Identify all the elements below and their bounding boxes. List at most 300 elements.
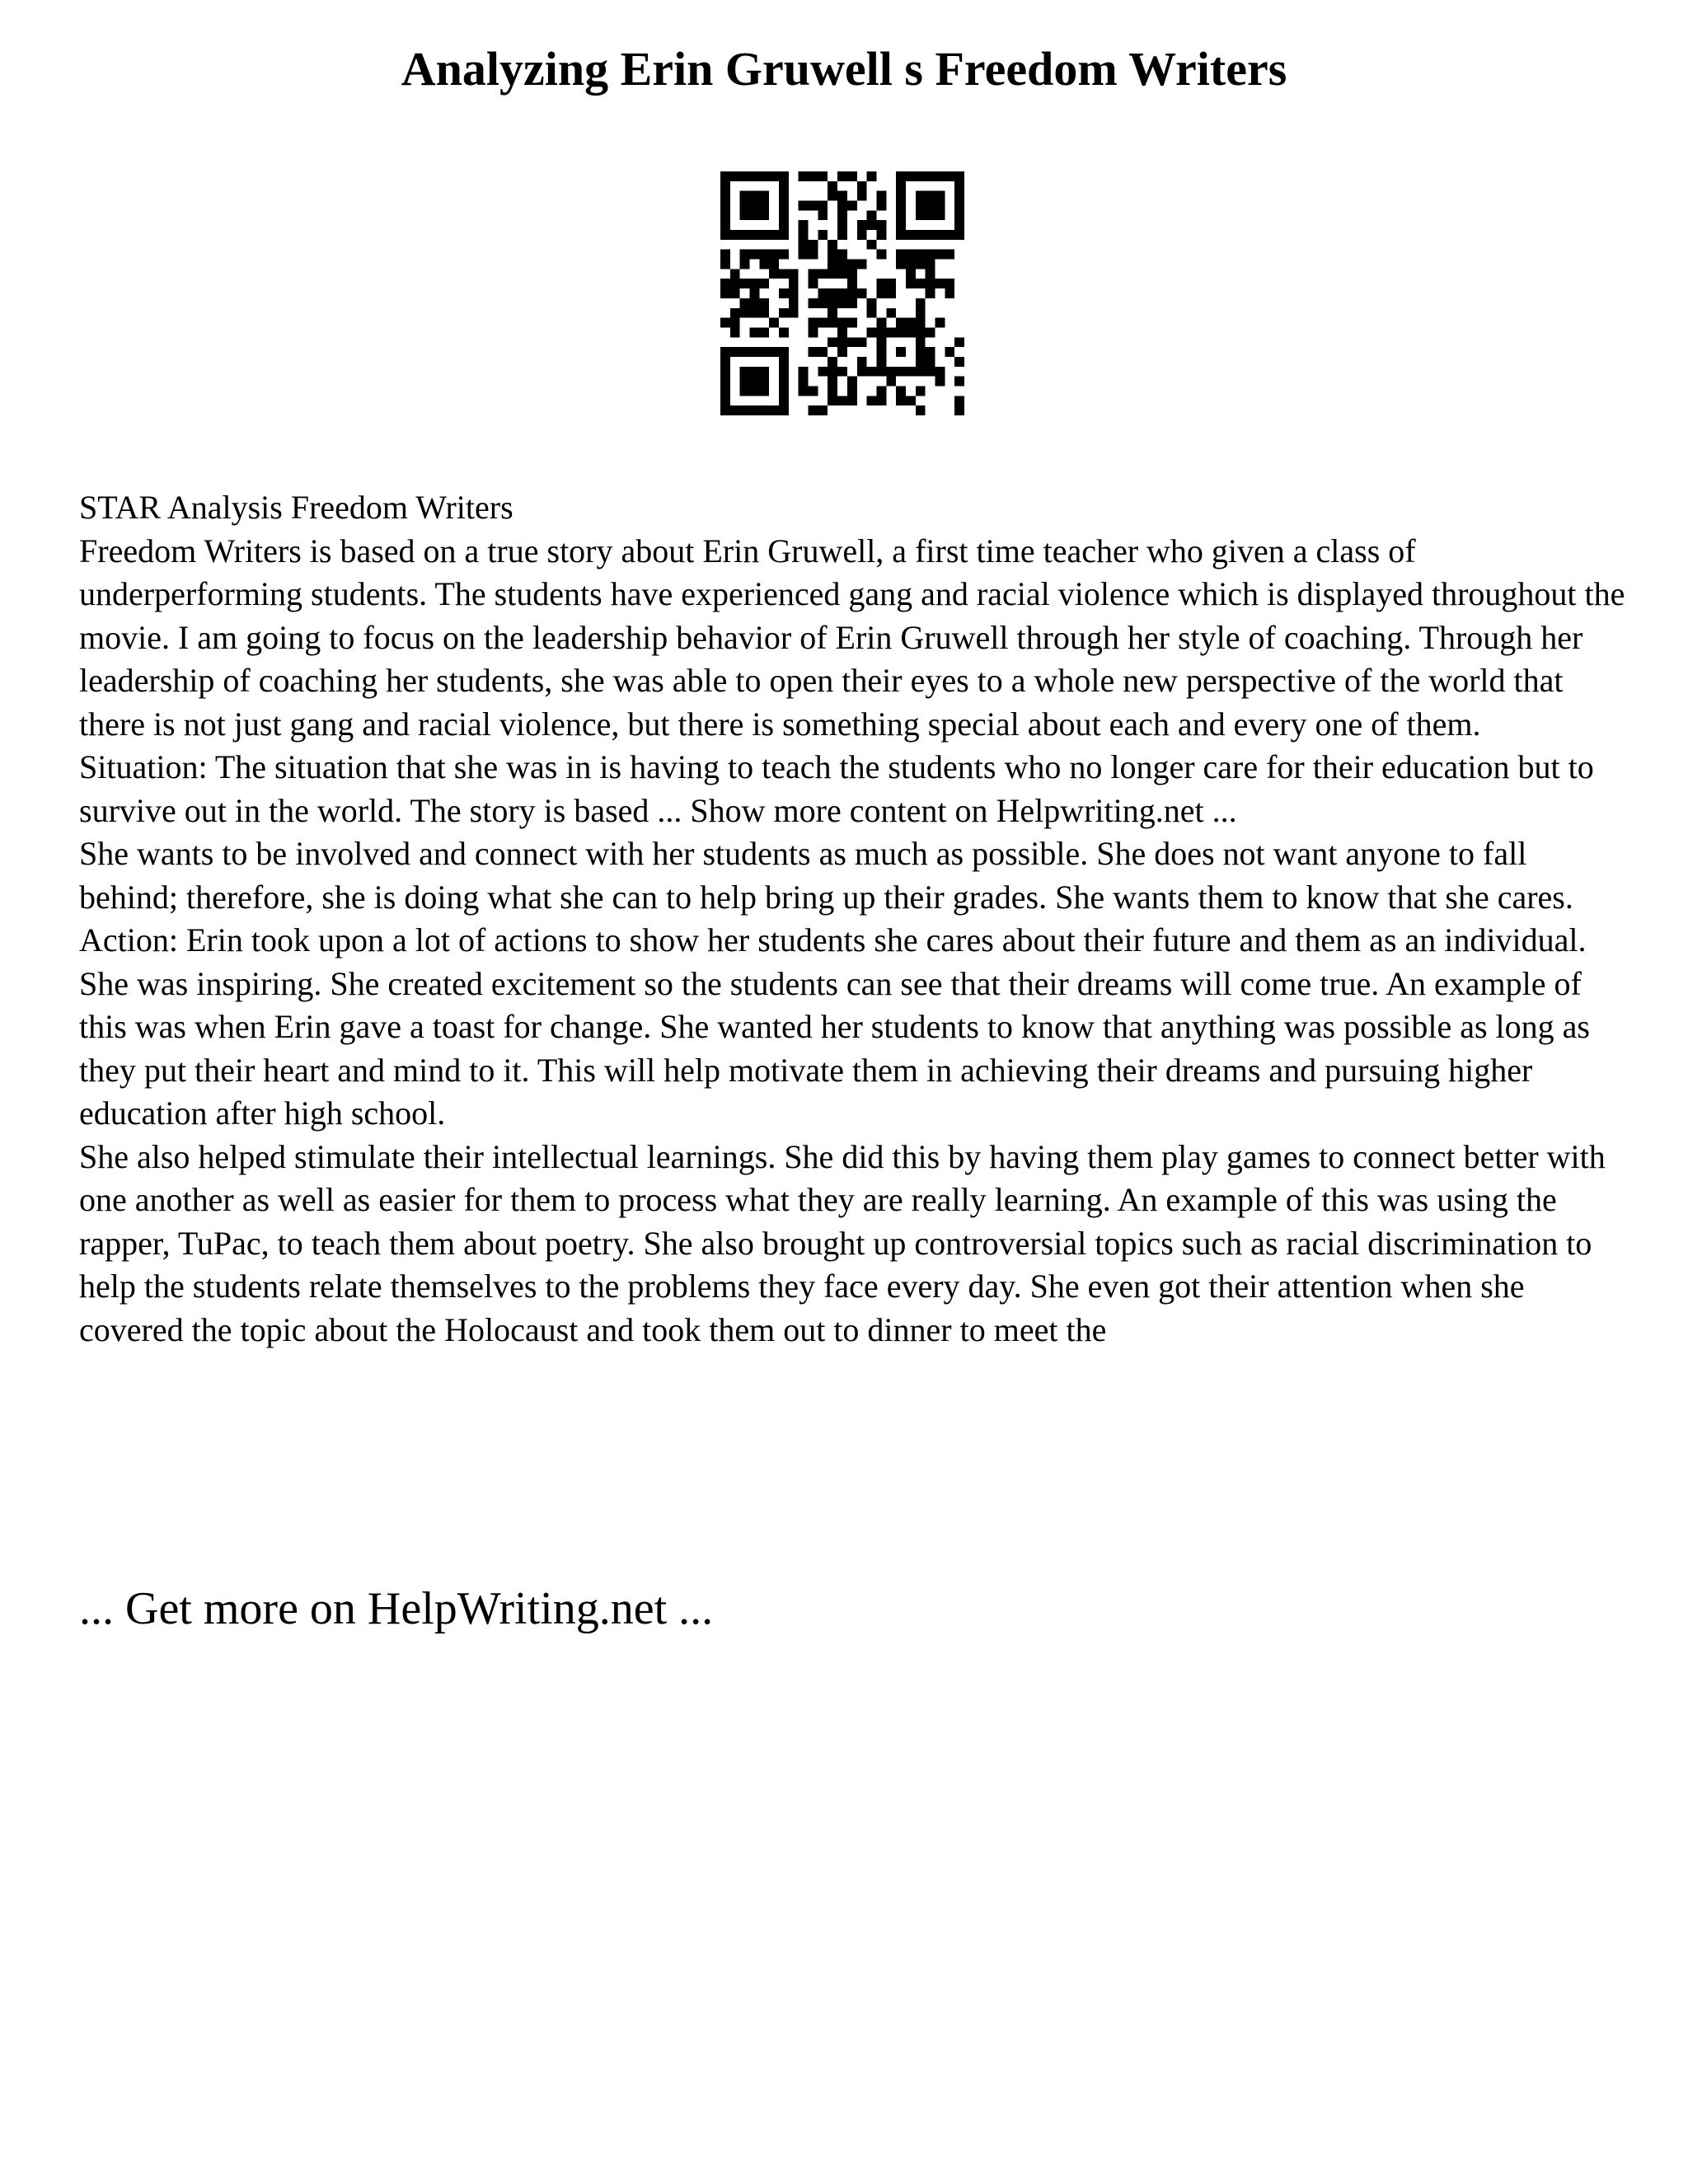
qr-module	[799, 240, 809, 250]
qr-module	[876, 396, 886, 405]
qr-module	[896, 250, 906, 260]
qr-module	[750, 250, 760, 260]
qr-module	[720, 396, 730, 405]
qr-module	[876, 288, 886, 298]
qr-module	[750, 308, 760, 318]
qr-module	[799, 220, 809, 230]
qr-module	[720, 250, 730, 260]
qr-module	[876, 318, 886, 328]
qr-module	[857, 230, 867, 240]
qr-module	[720, 405, 730, 415]
qr-module	[876, 367, 886, 377]
qr-module	[876, 327, 886, 337]
qr-module	[847, 318, 857, 328]
qr-module	[926, 260, 935, 269]
qr-module	[779, 396, 789, 405]
qr-module	[740, 171, 750, 181]
qr-module	[769, 405, 779, 415]
qr-module	[837, 327, 847, 337]
qr-module	[730, 269, 740, 279]
qr-module	[818, 269, 828, 279]
qr-module	[837, 337, 847, 347]
qr-module	[720, 201, 730, 211]
qr-module	[916, 171, 926, 181]
qr-module	[935, 367, 945, 377]
qr-module	[954, 405, 964, 415]
qr-module	[809, 347, 818, 357]
qr-module	[954, 396, 964, 405]
qr-module	[906, 279, 916, 288]
qr-module	[857, 367, 867, 377]
qr-module	[935, 377, 945, 387]
qr-module	[828, 396, 837, 405]
qr-module	[847, 337, 857, 347]
qr-module	[769, 269, 779, 279]
qr-module	[896, 171, 906, 181]
body-paragraph: She also helped stimulate their intellectual learnings. She did this by having them play games to connect better with one another as well as easier for them to process what they are really learning. An example of this was using the rapper, TuPac, to teach them about poetry. She also brought up controversial topics such as racial discrimination to help the students relate themselves to the problems they face every day. She even got their attention when she covered the topic about the Holocaust and took them out to dinner to meet the	[79, 1137, 1606, 1348]
qr-module	[916, 260, 926, 269]
qr-module	[809, 279, 818, 288]
qr-module	[926, 347, 935, 357]
qr-module	[720, 181, 730, 191]
qr-module	[779, 230, 789, 240]
qr-module	[954, 181, 964, 191]
qr-module	[867, 171, 877, 181]
qr-module	[896, 318, 906, 328]
qr-module	[847, 298, 857, 308]
qr-module	[759, 386, 769, 396]
qr-module	[926, 279, 935, 288]
qr-module	[759, 260, 769, 269]
qr-module	[720, 220, 730, 230]
qr-module	[837, 318, 847, 328]
qr-module	[759, 367, 769, 377]
qr-module	[847, 260, 857, 269]
qr-module	[779, 327, 789, 337]
qr-module	[828, 337, 837, 347]
qr-module	[750, 230, 760, 240]
qr-module	[896, 201, 906, 211]
qr-module	[809, 318, 818, 328]
get-more-link[interactable]: ... Get more on HelpWriting.net ...	[79, 1583, 714, 1634]
qr-module	[740, 405, 750, 415]
qr-module	[906, 250, 916, 260]
qr-module	[935, 318, 945, 328]
qr-module	[720, 260, 730, 269]
qr-module	[945, 230, 954, 240]
qr-module	[809, 386, 818, 396]
qr-module	[916, 367, 926, 377]
qr-module	[867, 210, 877, 220]
qr-module	[857, 181, 867, 191]
qr-module	[876, 347, 886, 357]
qr-module	[779, 367, 789, 377]
qr-module	[876, 201, 886, 211]
qr-module	[906, 396, 916, 405]
qr-module	[926, 327, 935, 337]
qr-module	[954, 377, 964, 387]
qr-module	[750, 210, 760, 220]
qr-module	[730, 288, 740, 298]
qr-module	[779, 191, 789, 201]
qr-module	[847, 171, 857, 181]
qr-module	[779, 357, 789, 367]
qr-module	[886, 288, 896, 298]
qr-module	[954, 171, 964, 181]
qr-module	[916, 357, 926, 367]
qr-module	[837, 347, 847, 357]
qr-module	[720, 357, 730, 367]
qr-module	[916, 279, 926, 288]
qr-module	[916, 386, 926, 396]
qr-module	[750, 367, 760, 377]
qr-module	[935, 279, 945, 288]
qr-module	[740, 298, 750, 308]
qr-module	[837, 260, 847, 269]
qr-module	[954, 220, 964, 230]
qr-module	[945, 288, 954, 298]
qr-module	[750, 279, 760, 288]
qr-module	[945, 250, 954, 260]
qr-module	[759, 308, 769, 318]
qr-module	[916, 191, 926, 201]
qr-module	[926, 210, 935, 220]
qr-module	[779, 250, 789, 260]
qr-module	[857, 288, 867, 298]
qr-module	[769, 318, 779, 328]
qr-module	[750, 288, 760, 298]
qr-module	[759, 298, 769, 308]
qr-module	[779, 181, 789, 191]
qr-module	[876, 230, 886, 240]
qr-module	[886, 308, 896, 318]
qr-module	[886, 327, 896, 337]
document-body	[79, 486, 1629, 1352]
qr-module	[779, 288, 789, 298]
qr-module	[740, 260, 750, 269]
qr-module	[867, 367, 877, 377]
qr-module	[818, 367, 828, 377]
qr-module	[730, 327, 740, 337]
qr-module	[906, 269, 916, 279]
qr-module	[828, 181, 837, 191]
qr-module	[847, 201, 857, 211]
qr-module	[828, 269, 837, 279]
qr-module	[906, 171, 916, 181]
qr-module	[857, 191, 867, 201]
qr-module	[818, 201, 828, 211]
body-paragraph: Action: Erin took upon a lot of actions to show her students she cares about their future and them as an individual. She was inspiring. She created excitement so the students can see that their dreams will come true. An example of this was when Erin gave a toast for change. She wanted her students to know that anything was possible as long as they put their heart and mind to it. This will help motivate them in achieving their dreams and pursuing higher education after high school.	[79, 921, 1590, 1132]
qr-module	[759, 405, 769, 415]
qr-module	[867, 220, 877, 230]
qr-module	[818, 298, 828, 308]
qr-module	[818, 210, 828, 220]
qr-module	[935, 230, 945, 240]
qr-module	[876, 386, 886, 396]
qr-module	[730, 405, 740, 415]
qr-module	[818, 318, 828, 328]
qr-module	[837, 220, 847, 230]
qr-module	[837, 250, 847, 260]
qr-module	[828, 260, 837, 269]
qr-module	[789, 308, 799, 318]
qr-module	[935, 250, 945, 260]
qr-module	[759, 327, 769, 337]
qr-module	[740, 279, 750, 288]
qr-module	[954, 201, 964, 211]
qr-module	[740, 250, 750, 260]
qr-module	[876, 250, 886, 260]
qr-module	[789, 288, 799, 298]
qr-module	[779, 269, 789, 279]
qr-module	[789, 298, 799, 308]
qr-module	[837, 288, 847, 298]
qr-module	[945, 347, 954, 357]
qr-module	[896, 220, 906, 230]
qr-module	[896, 367, 906, 377]
qr-module	[740, 308, 750, 318]
qr-module	[759, 201, 769, 211]
qr-module	[809, 171, 818, 181]
qr-module	[730, 347, 740, 357]
body-paragraph: She wants to be involved and connect with her students as much as possible. She does not want anyone to fall behind; therefore, she is doing what she can to help bring up their grades. She wants them to know that she cares.	[79, 835, 1573, 916]
qr-module	[779, 171, 789, 181]
qr-module	[779, 201, 789, 211]
qr-module	[779, 220, 789, 230]
qr-module	[740, 191, 750, 201]
qr-module	[720, 347, 730, 357]
qr-module	[759, 279, 769, 288]
qr-module	[867, 298, 877, 308]
qr-module	[886, 279, 896, 288]
qr-module	[945, 171, 954, 181]
qr-module	[828, 240, 837, 250]
qr-module	[730, 171, 740, 181]
qr-module	[809, 269, 818, 279]
qr-module	[818, 171, 828, 181]
qr-module	[837, 191, 847, 201]
qr-module	[779, 308, 789, 318]
qr-module	[837, 269, 847, 279]
qr-module	[954, 357, 964, 367]
qr-module	[828, 318, 837, 328]
qr-module	[720, 171, 730, 181]
qr-module	[818, 405, 828, 415]
qr-module	[759, 210, 769, 220]
qr-module	[759, 250, 769, 260]
qr-module	[926, 250, 935, 260]
qr-module	[847, 396, 857, 405]
qr-module	[828, 386, 837, 396]
qr-module	[809, 240, 818, 250]
qr-module	[916, 347, 926, 357]
qr-module	[730, 308, 740, 318]
qr-module	[847, 279, 857, 288]
qr-module	[750, 377, 760, 387]
qr-module	[876, 220, 886, 230]
qr-module	[740, 377, 750, 387]
qr-module	[799, 367, 809, 377]
qr-module	[740, 386, 750, 396]
qr-module	[779, 210, 789, 220]
qr-module	[954, 337, 964, 347]
qr-module	[896, 386, 906, 396]
qr-module	[926, 230, 935, 240]
qr-module	[847, 269, 857, 279]
qr-module	[828, 288, 837, 298]
qr-module	[779, 347, 789, 357]
document-title: Analyzing Erin Gruwell s Freedom Writers	[401, 42, 1287, 96]
qr-module	[720, 279, 730, 288]
qr-module	[740, 367, 750, 377]
qr-module	[935, 201, 945, 211]
qr-module	[799, 386, 809, 396]
qr-module	[720, 230, 730, 240]
qr-module	[954, 191, 964, 201]
qr-module	[759, 171, 769, 181]
qr-module	[896, 347, 906, 357]
qr-module	[769, 250, 779, 260]
qr-module	[926, 269, 935, 279]
qr-module	[720, 386, 730, 396]
qr-module	[730, 318, 740, 328]
qr-module	[916, 318, 926, 328]
qr-module	[906, 367, 916, 377]
qr-module	[926, 357, 935, 367]
qr-module	[916, 230, 926, 240]
qr-module	[954, 230, 964, 240]
qr-module	[750, 201, 760, 211]
qr-module	[876, 357, 886, 367]
qr-module	[876, 279, 886, 288]
qr-module	[926, 191, 935, 201]
qr-module	[750, 171, 760, 181]
qr-module	[809, 201, 818, 211]
qr-module	[828, 250, 837, 260]
qr-module	[857, 337, 867, 347]
qr-module	[720, 377, 730, 387]
qr-module	[837, 230, 847, 240]
qr-module	[886, 377, 896, 387]
qr-module	[828, 298, 837, 308]
qr-module	[809, 327, 818, 337]
qr-module	[779, 386, 789, 396]
qr-module	[916, 327, 926, 337]
qr-module	[837, 201, 847, 211]
qr-module	[769, 260, 779, 269]
qr-module	[837, 396, 847, 405]
qr-module	[750, 405, 760, 415]
qr-module	[926, 201, 935, 211]
qr-module	[837, 171, 847, 181]
qr-module	[896, 230, 906, 240]
qr-module	[750, 347, 760, 357]
qr-module	[720, 367, 730, 377]
qr-module	[926, 288, 935, 298]
qr-module	[847, 288, 857, 298]
qr-module	[740, 201, 750, 211]
qr-module	[867, 308, 877, 318]
section-heading: STAR Analysis Freedom Writers	[79, 489, 513, 526]
qr-module	[896, 260, 906, 269]
qr-module	[867, 396, 877, 405]
qr-module	[799, 201, 809, 211]
qr-module	[720, 318, 730, 328]
qr-module	[906, 327, 916, 337]
qr-module	[789, 279, 799, 288]
qr-module	[935, 210, 945, 220]
qr-module	[935, 171, 945, 181]
qr-module	[828, 357, 837, 367]
qr-module	[857, 220, 867, 230]
qr-module	[828, 191, 837, 201]
qr-module	[740, 347, 750, 357]
qr-module	[759, 191, 769, 201]
qr-module	[916, 201, 926, 211]
qr-module	[886, 367, 896, 377]
qr-module	[837, 298, 847, 308]
qr-module	[945, 279, 954, 288]
qr-module	[837, 210, 847, 220]
qr-module	[799, 250, 809, 260]
qr-module	[828, 377, 837, 387]
qr-module	[720, 288, 730, 298]
qr-module	[926, 171, 935, 181]
qr-module	[720, 191, 730, 201]
qr-module	[809, 405, 818, 415]
qr-module	[857, 357, 867, 367]
qr-module	[759, 377, 769, 387]
qr-module	[847, 377, 857, 387]
qr-module	[799, 230, 809, 240]
qr-module	[720, 210, 730, 220]
qr-module	[779, 377, 789, 387]
body-paragraph: Freedom Writers is based on a true story about Erin Gruwell, a first time teacher who given a class of underperforming students. The students have experienced gang and racial violence which is displayed throughout the movie. I am going to focus on the leadership behavior of Erin Gruwell through her style of coaching. Through her leadership of coaching her students, she was able to open their eyes to a whole new perspective of the world that there is not just gang and racial violence, but there is something special about each and every one of them.	[79, 532, 1625, 743]
qr-module	[906, 230, 916, 240]
qr-module	[759, 230, 769, 240]
qr-module	[799, 377, 809, 387]
qr-module	[769, 171, 779, 181]
qr-module	[809, 250, 818, 260]
qr-module	[818, 288, 828, 298]
qr-module	[750, 386, 760, 396]
qr-module	[730, 279, 740, 288]
qr-module	[896, 210, 906, 220]
qr-module	[779, 405, 789, 415]
qr-module	[750, 191, 760, 201]
body-paragraph: Situation: The situation that she was in is having to teach the students who no longer care for their education but to survive out in the world. The story is based ... Show more content on Helpwriting.net ...	[79, 748, 1594, 829]
qr-module	[730, 230, 740, 240]
qr-module	[867, 327, 877, 337]
qr-module	[896, 191, 906, 201]
qr-module	[740, 230, 750, 240]
qr-module	[916, 250, 926, 260]
qr-module	[916, 210, 926, 220]
qr-module	[759, 347, 769, 357]
qr-module	[769, 347, 779, 357]
qr-module	[857, 260, 867, 269]
qr-module	[916, 337, 926, 347]
qr-module	[916, 405, 926, 415]
qr-module	[847, 386, 857, 396]
qr-module	[789, 269, 799, 279]
qr-module	[876, 337, 886, 347]
qr-module	[750, 327, 760, 337]
qr-module	[896, 181, 906, 191]
qr-module	[867, 240, 877, 250]
qr-module	[916, 308, 926, 318]
qr-module	[935, 191, 945, 201]
